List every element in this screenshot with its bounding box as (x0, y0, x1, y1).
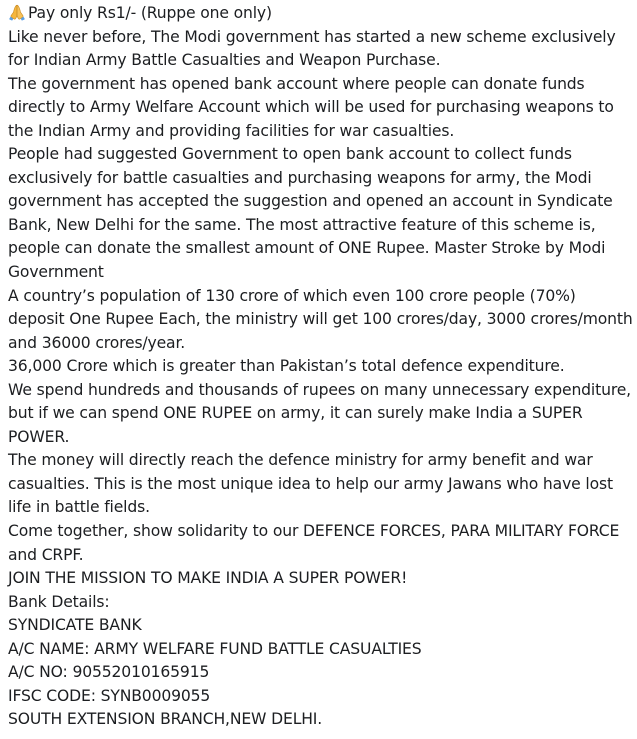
bank-name: SYNDICATE BANK (8, 616, 142, 635)
post-paragraph-9: JOIN THE MISSION TO MAKE INDIA A SUPER POWER! (8, 569, 408, 588)
post-body (8, 2, 633, 732)
account-number: A/C NO: 90552010165915 (8, 663, 210, 682)
bank-details-heading: Bank Details: (8, 592, 110, 611)
post-paragraph-2: The government has opened bank account where people can donate funds directly to Army Welfare Account which will be used for purchasing weapons to the Indian Army and providing facilities for war casualties. (8, 74, 614, 140)
post-headline-row (8, 2, 633, 26)
ifsc-code: IFSC CODE: SYNB0009055 (8, 686, 211, 705)
post-paragraph-4: A country’s population of 130 crore of which even 100 crore people (70%) deposit One Rupee Each, the ministry will get 100 crores/day, 3000 crores/month and 36000 crores/year. (8, 286, 633, 352)
post-paragraph-6: We spend hundreds and thousands of rupees on many unnecessary expenditure, but if we can spend ONE RUPEE on army, it can surely make India a SUPER POWER. (8, 380, 631, 446)
post-paragraph-1: Like never before, The Modi government has started a new scheme exclusively for Indian Army Battle Casualties and Weapon Purchase. (8, 27, 616, 70)
post-headline: Pay only Rs1/- (Ruppe one only) (28, 4, 272, 22)
post-paragraph-3: People had suggested Government to open bank account to collect funds exclusively for battle casualties and purchasing weapons for army, the Modi government has accepted the suggestion and opened an account in Syndicate Bank, New Delhi for the same. The most attractive feature of this scheme is, people can donate the smallest amount of ONE Rupee. Master Stroke by Modi Government (8, 145, 613, 282)
post-paragraph-7: The money will directly reach the defence ministry for army benefit and war casualties. This is the most unique idea to help our army Jawans who have lost life in battle fields. (8, 451, 613, 517)
branch-name: SOUTH EXTENSION BRANCH,NEW DELHI. (8, 710, 323, 729)
folded-hands-icon (8, 3, 26, 21)
post-paragraph-5: 36,000 Crore which is greater than Pakistan’s total defence expenditure. (8, 357, 565, 376)
account-name: A/C NAME: ARMY WELFARE FUND BATTLE CASUALTIES (8, 639, 422, 658)
post-paragraph-8: Come together, show solidarity to our DEFENCE FORCES, PARA MILITARY FORCE and CRPF. (8, 522, 620, 564)
